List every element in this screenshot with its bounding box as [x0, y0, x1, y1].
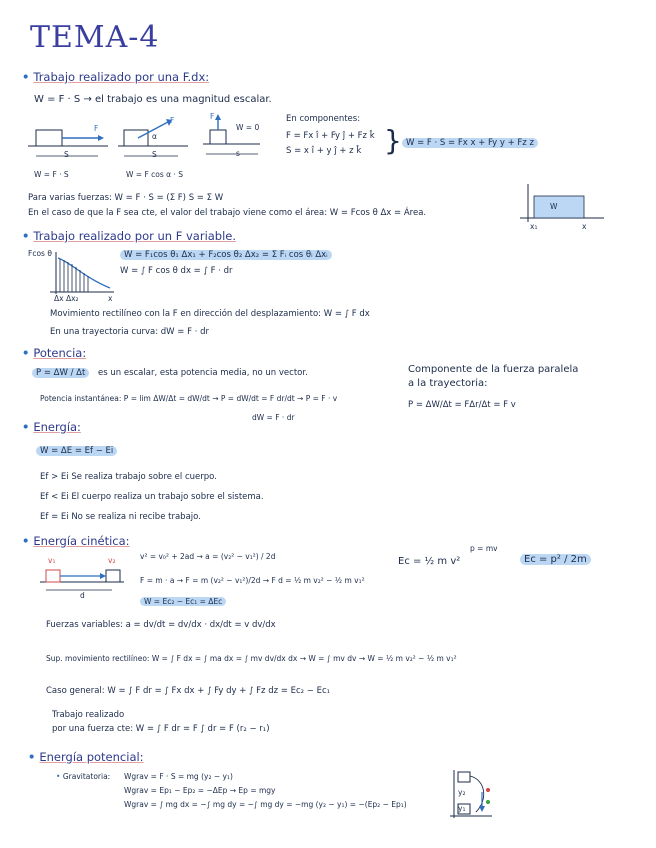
variable-eq1: W = F₁cos θ₁ Δx₁ + F₂cos θ₂ Δx₂ = Σ Fᵢ cos θᵢ Δxᵢ [120, 250, 332, 260]
work-definition: W = F · S → el trabajo es una magnitud escalar. [34, 94, 272, 105]
parallel-component-subtitle: a la trayectoria: [408, 378, 488, 389]
d-label: d [80, 591, 85, 600]
grav-eq2: Wgrav = Ep₁ − Ep₂ = −ΔEp → Ep = mgy [124, 786, 276, 795]
diag1-f-label: F [94, 124, 99, 133]
section-energia: • Energía: [22, 420, 81, 434]
section-trabajo: • Trabajo realizado por una F.dx: [22, 70, 210, 84]
mean-power: P = ΔW / Δt [32, 368, 89, 378]
diag2-angle-label: α [152, 132, 157, 141]
bullet-icon: • [22, 229, 30, 243]
gravitational-label: • Gravitatoria: [56, 772, 111, 781]
kinetic-energy-momentum: Ec = p² / 2m [520, 554, 591, 565]
work-area [534, 196, 584, 218]
parallel-component-title: Componente de la fuerza paralela [408, 364, 579, 375]
instant-power: Potencia instantánea: P = lim ΔW/Δt = dW/dt → P = dW/dt = F dr/dt → P = F · v [40, 394, 338, 403]
page-title: TEMA-4 [30, 20, 160, 55]
block-2 [124, 130, 148, 146]
area-x2-label: x [582, 222, 587, 231]
constant-force-area: En el caso de que la F sea cte, el valor del trabajo viene como el área: W = Fcos θ Δx = Área. [28, 208, 427, 218]
diag3-s-label: s [236, 149, 240, 158]
section-cinetica: • Energía cinética: [22, 534, 130, 548]
diag2-s-label: S [152, 150, 157, 159]
kinetic-eq1: v² = v₀² + 2ad → a = (v₂² − v₁²) / 2d [140, 552, 276, 561]
variable-graph-xend: x [108, 294, 113, 303]
diag3-w-label: W = 0 [236, 123, 260, 132]
diag1-s-label: S [64, 150, 69, 159]
bullet-icon: • [22, 70, 30, 84]
kinetic-energy-def: Ec = ½ m v² [398, 556, 461, 567]
bullet-icon: • [22, 346, 30, 360]
section-trabajo-variable: • Trabajo realizado por un F variable. [22, 229, 237, 243]
diag3-f-label: F [210, 112, 215, 121]
bullet-icon: • [22, 420, 30, 434]
diag1-caption: W = F · S [34, 170, 69, 179]
instant-power-dw: dW = F · dr [252, 413, 295, 422]
variable-graph-x: Δx Δx₂ [54, 294, 79, 303]
block-initial [46, 570, 60, 582]
energy-case-3: Ef = Ei No se realiza ni recibe trabajo. [40, 512, 201, 522]
block-3 [210, 130, 226, 144]
components-title: En componentes: [286, 114, 361, 124]
potential-figure [448, 770, 498, 820]
section-potencial: • Energía potencial: [28, 750, 144, 764]
brace-icon: } [384, 124, 402, 157]
grav-eq1: Wgrav = F · S = mg (y₂ − y₁) [124, 772, 233, 781]
mean-power-note: es un escalar, esta potencia media, no un vector. [98, 368, 308, 378]
general-case: Caso general: W = ∫ F dr = ∫ Fx dx + ∫ Fy dy + ∫ Fz dz = Ec₂ − Ec₁ [46, 686, 331, 696]
area-x1-label: x₁ [530, 222, 538, 231]
components-force: F = Fx î + Fy ĵ + Fz k̂ [286, 131, 375, 141]
multiple-forces: Para varias fuerzas: W = F · S = (Σ F) S = Σ W [28, 193, 224, 203]
bullet-icon: • [28, 750, 36, 764]
energy-case-1: Ef > Ei Se realiza trabajo sobre el cuerpo. [40, 472, 217, 482]
area-w-label: W [550, 202, 558, 211]
variable-eq2: W = ∫ F cos θ dx = ∫ F · dr [120, 266, 233, 276]
constant-force-work-1: Trabajo realizado [52, 710, 125, 720]
momentum-def: p = mv [470, 544, 498, 553]
block-final [106, 570, 120, 582]
curved-path: En una trayectoria curva: dW = F · dr [50, 327, 209, 337]
v1-label: v₁ [48, 556, 56, 565]
rectilinear-motion: Movimiento rectilíneo con la F en dirección del desplazamiento: W = ∫ F dx [50, 309, 370, 319]
y1-label: y₁ [458, 804, 466, 813]
v2-label: v₂ [108, 556, 116, 565]
components-result: W = F · S = Fx x + Fy y + Fz z [402, 138, 538, 148]
components-displacement: S = x î + y ĵ + z k̂ [286, 146, 362, 156]
y2-label: y₂ [458, 788, 466, 797]
diag2-caption: W = F cos α · S [126, 170, 184, 179]
parallel-component-eq: P = ΔW/Δt = FΔr/Δt = F v [408, 400, 516, 410]
grav-eq3: Wgrav = ∫ mg dx = −∫ mg dy = −∫ mg dy = −mg (y₂ − y₁) = −(Ep₂ − Ep₁) [124, 800, 407, 809]
bullet-icon: • [56, 772, 61, 781]
section-potencia: • Potencia: [22, 346, 87, 360]
variable-graph-label: Fcos θ [28, 249, 52, 258]
diag2-f-label: F [170, 116, 175, 125]
energy-eq: W = ΔE = Ef − Ei [36, 446, 117, 456]
block-1 [36, 130, 62, 146]
variable-forces: Fuerzas variables: a = dv/dt = dv/dx · dx/dt = v dv/dx [46, 620, 276, 630]
block-top [458, 772, 470, 782]
kinetic-eq2: F = m · a → F = m (v₂² − v₁²)/2d → F d = ½ m v₂² − ½ m v₁² [140, 576, 365, 585]
constant-force-work-2: por una fuerza cte: W = ∫ F dr = F ∫ dr = F (r₂ − r₁) [52, 724, 270, 734]
rectilinear-work: Sup. movimiento rectilíneo: W = ∫ F dx = ∫ ma dx = ∫ mv dv/dx dx → W = ∫ mv dv → W = ½ m v₂² − ½ m v₁² [46, 654, 457, 663]
bullet-icon: • [22, 534, 30, 548]
energy-case-2: Ef < Ei El cuerpo realiza un trabajo sobre el sistema. [40, 492, 264, 502]
kinetic-eq3: W = Ec₂ − Ec₁ = ΔEc [140, 597, 226, 606]
